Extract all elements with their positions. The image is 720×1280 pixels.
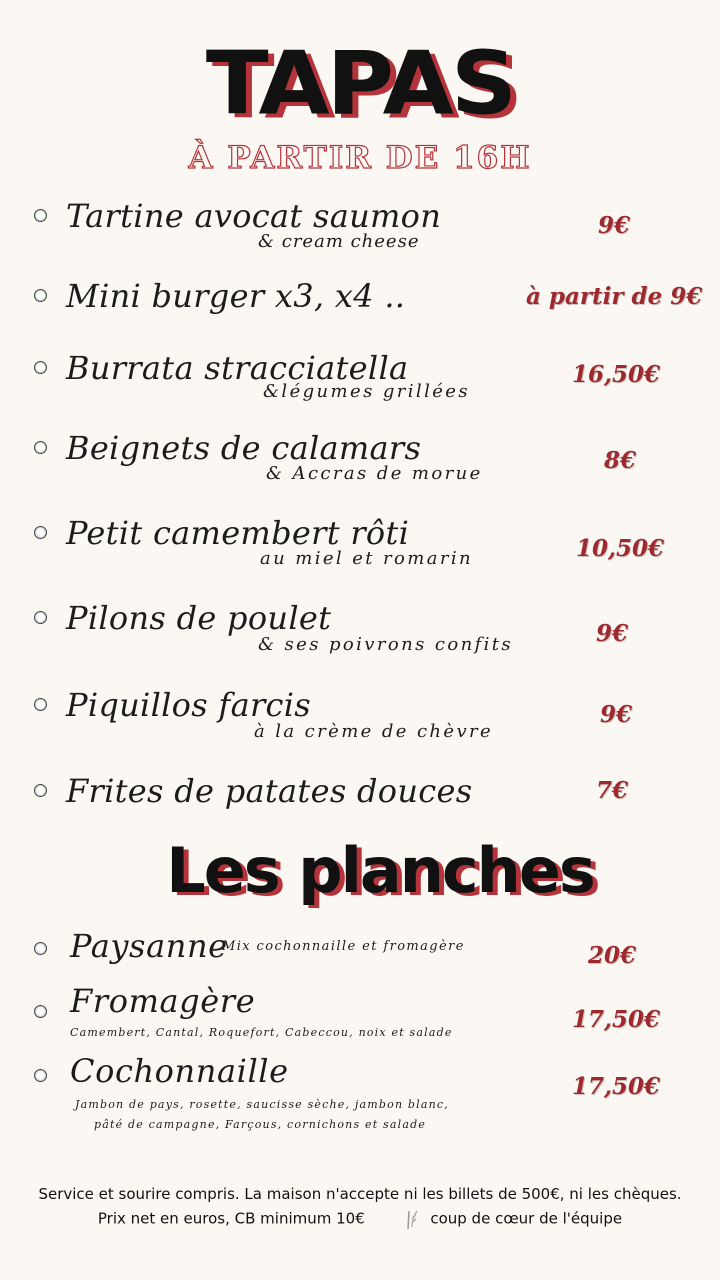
bullet-icon xyxy=(34,526,47,539)
item-name: Burrata stracciatella xyxy=(66,349,409,387)
item-name: Mini burger x3, x4 .. xyxy=(66,277,406,315)
item-name: Frites de patates douces xyxy=(66,772,473,810)
item-description: & ses poivrons confits xyxy=(258,634,514,655)
item-description: & Accras de morue xyxy=(266,463,483,484)
bullet-icon xyxy=(34,1069,47,1082)
item-description-line2: pâté de campagne, Farçous, cornichons et salade xyxy=(94,1118,427,1131)
item-price: 7€ xyxy=(596,777,629,804)
item-name: Piquillos farcis xyxy=(66,686,312,724)
item-name: Fromagère xyxy=(70,982,256,1020)
section-title-planches: Les planches xyxy=(166,834,594,907)
item-price: 17,50€ xyxy=(572,1073,661,1100)
item-description: Camembert, Cantal, Roquefort, Cabeccou, noix et salade xyxy=(70,1026,453,1039)
item-name: Tartine avocat saumon xyxy=(66,197,442,235)
item-name: Petit camembert rôti xyxy=(66,514,410,552)
bullet-icon xyxy=(34,784,47,797)
bullet-icon xyxy=(34,361,47,374)
item-price: 17,50€ xyxy=(572,1006,661,1033)
item-description: à la crème de chèvre xyxy=(254,721,494,742)
item-name: Cochonnaille xyxy=(70,1052,289,1090)
item-price: 8€ xyxy=(604,447,637,474)
item-price: 9€ xyxy=(600,701,633,728)
item-price: 10,50€ xyxy=(576,535,665,562)
footer-line-1: Service et sourire compris. La maison n'accepte ni les billets de 500€, ni les chèques. xyxy=(38,1185,682,1203)
bullet-icon xyxy=(34,698,47,711)
item-price: 9€ xyxy=(598,212,631,239)
item-description: & cream cheese xyxy=(258,231,420,252)
bullet-icon xyxy=(34,209,47,222)
bullet-icon xyxy=(34,611,47,624)
footer-payment-info: Prix net en euros, CB minimum 10€ xyxy=(97,1209,365,1228)
item-description: Mix cochonnaille et fromagère xyxy=(222,939,465,954)
footer-line-2 xyxy=(0,1208,720,1230)
bullet-icon xyxy=(34,1005,47,1018)
bullet-icon xyxy=(34,441,47,454)
item-name: Paysanne xyxy=(70,927,228,965)
footer-legend: coup de cœur de l'équipe xyxy=(430,1209,623,1228)
page-title: TAPAS xyxy=(205,32,515,135)
item-price: 20€ xyxy=(588,942,637,969)
item-price: 9€ xyxy=(596,620,629,647)
item-name: Beignets de calamars xyxy=(66,429,422,467)
bullet-icon xyxy=(34,942,47,955)
item-price: 16,50€ xyxy=(572,361,661,388)
item-name: Pilons de poulet xyxy=(66,599,332,637)
item-description-line1: Jambon de pays, rosette, saucisse sèche, jambon blanc, xyxy=(75,1098,449,1111)
wheat-heart-icon xyxy=(404,1208,420,1230)
page-subtitle: À PARTIR DE 16H xyxy=(188,140,532,176)
bullet-icon xyxy=(34,289,47,302)
item-description: au miel et romarin xyxy=(260,548,474,569)
item-price: à partir de 9€ xyxy=(526,283,703,310)
item-description: &légumes grillées xyxy=(263,381,470,402)
